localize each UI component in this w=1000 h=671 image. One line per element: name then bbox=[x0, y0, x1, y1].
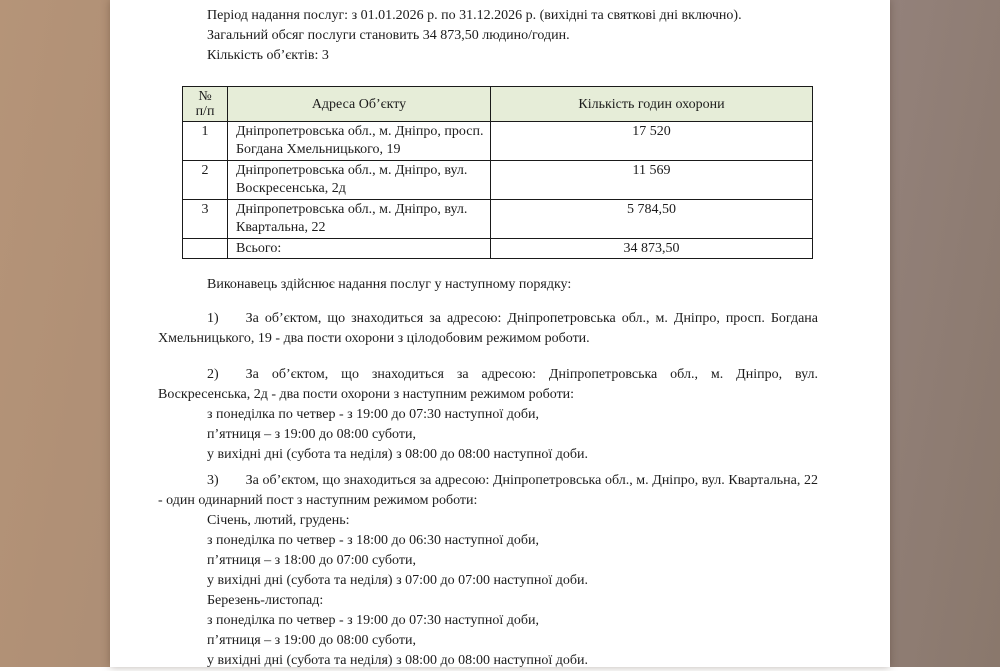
schedule-period-label: Березень-листопад: bbox=[207, 593, 324, 608]
schedule-line: у вихідні дні (субота та неділя) з 07:00 до 07:00 наступної доби. bbox=[207, 573, 588, 588]
schedule-line: у вихідні дні (субота та неділя) з 08:00 до 08:00 наступної доби. bbox=[207, 447, 588, 462]
object-2-schedule bbox=[158, 405, 818, 465]
row-number: 2 bbox=[183, 161, 228, 200]
table-row bbox=[183, 200, 813, 239]
total-value: 34 873,50 bbox=[491, 239, 813, 259]
service-period-block bbox=[158, 6, 818, 66]
row-number: 1 bbox=[183, 122, 228, 161]
object-2-paragraph bbox=[158, 365, 818, 405]
col-header-hours: Кількість годин охорони bbox=[491, 87, 813, 122]
row-address: Дніпропетровська обл., м. Дніпро, вул. Квартальна, 22 bbox=[228, 200, 491, 239]
row-address: Дніпропетровська обл., м. Дніпро, просп. Богдана Хмельницького, 19 bbox=[228, 122, 491, 161]
object-1-paragraph bbox=[158, 309, 818, 349]
object-3-number: 3) bbox=[207, 473, 219, 488]
row-address: Дніпропетровська обл., м. Дніпро, вул. Воскресенська, 2д bbox=[228, 161, 491, 200]
object-3-paragraph bbox=[158, 471, 818, 511]
service-period-line: Період надання послуг: з 01.01.2026 р. по 31.12.2026 р. (вихідні та святкові дні включно). bbox=[207, 8, 742, 23]
object-3-winter-schedule bbox=[158, 511, 818, 671]
objects-hours-table bbox=[182, 86, 813, 259]
schedule-line: п’ятниця – з 18:00 до 07:00 суботи, bbox=[207, 553, 416, 568]
total-label: Всього: bbox=[228, 239, 491, 259]
col-header-number bbox=[183, 87, 228, 122]
schedule-line: п’ятниця – з 19:00 до 08:00 суботи, bbox=[207, 633, 416, 648]
row-number: 3 bbox=[183, 200, 228, 239]
schedule-line: з понеділка по четвер - з 18:00 до 06:30 наступної доби, bbox=[207, 533, 540, 548]
document-page bbox=[110, 0, 890, 667]
schedule-line: з понеділка по четвер - з 19:00 до 07:30 наступної доби, bbox=[207, 407, 540, 422]
schedule-period-label: Січень, лютий, грудень: bbox=[207, 513, 350, 528]
schedule-line: з понеділка по четвер - з 19:00 до 07:30 наступної доби, bbox=[207, 613, 540, 628]
col-header-number-line1: № bbox=[198, 89, 212, 104]
object-1-text: За об’єктом, що знаходиться за адресою: Дніпропетровська обл., м. Дніпро, просп. Богдана Хмельницького, 19 - два пости охорони з цілодобовим режимом роботи. bbox=[158, 311, 818, 346]
col-header-address: Адреса Об’єкту bbox=[228, 87, 491, 122]
total-empty-cell bbox=[183, 239, 228, 259]
table-header-row bbox=[183, 87, 813, 122]
objects-count-line: Кількість об’єктів: 3 bbox=[207, 48, 329, 63]
schedule-line: у вихідні дні (субота та неділя) з 08:00 до 08:00 наступної доби. bbox=[207, 653, 588, 668]
row-hours: 17 520 bbox=[491, 122, 813, 161]
object-1-number: 1) bbox=[207, 311, 219, 326]
table-row bbox=[183, 122, 813, 161]
row-hours: 5 784,50 bbox=[491, 200, 813, 239]
object-2-text: За об’єктом, що знаходиться за адресою: Дніпропетровська обл., м. Дніпро, вул. Воскресенська, 2д - два пости охорони з наступним режимом роботи: bbox=[158, 367, 818, 402]
order-intro-line: Виконавець здійснює надання послуг у наступному порядку: bbox=[207, 277, 572, 292]
document-content bbox=[110, 0, 890, 671]
table-total-row bbox=[183, 239, 813, 259]
table-row bbox=[183, 161, 813, 200]
service-volume-line: Загальний обсяг послуги становить 34 873,50 людино/годин. bbox=[207, 28, 570, 43]
row-hours: 11 569 bbox=[491, 161, 813, 200]
col-header-number-line2: п/п bbox=[195, 104, 215, 119]
schedule-line: п’ятниця – з 19:00 до 08:00 суботи, bbox=[207, 427, 416, 442]
object-2-number: 2) bbox=[207, 367, 219, 382]
object-3-text: За об’єктом, що знаходиться за адресою: Дніпропетровська обл., м. Дніпро, вул. Квартальна, 22 - один одинарний пост з наступним режимом роботи: bbox=[158, 473, 818, 508]
